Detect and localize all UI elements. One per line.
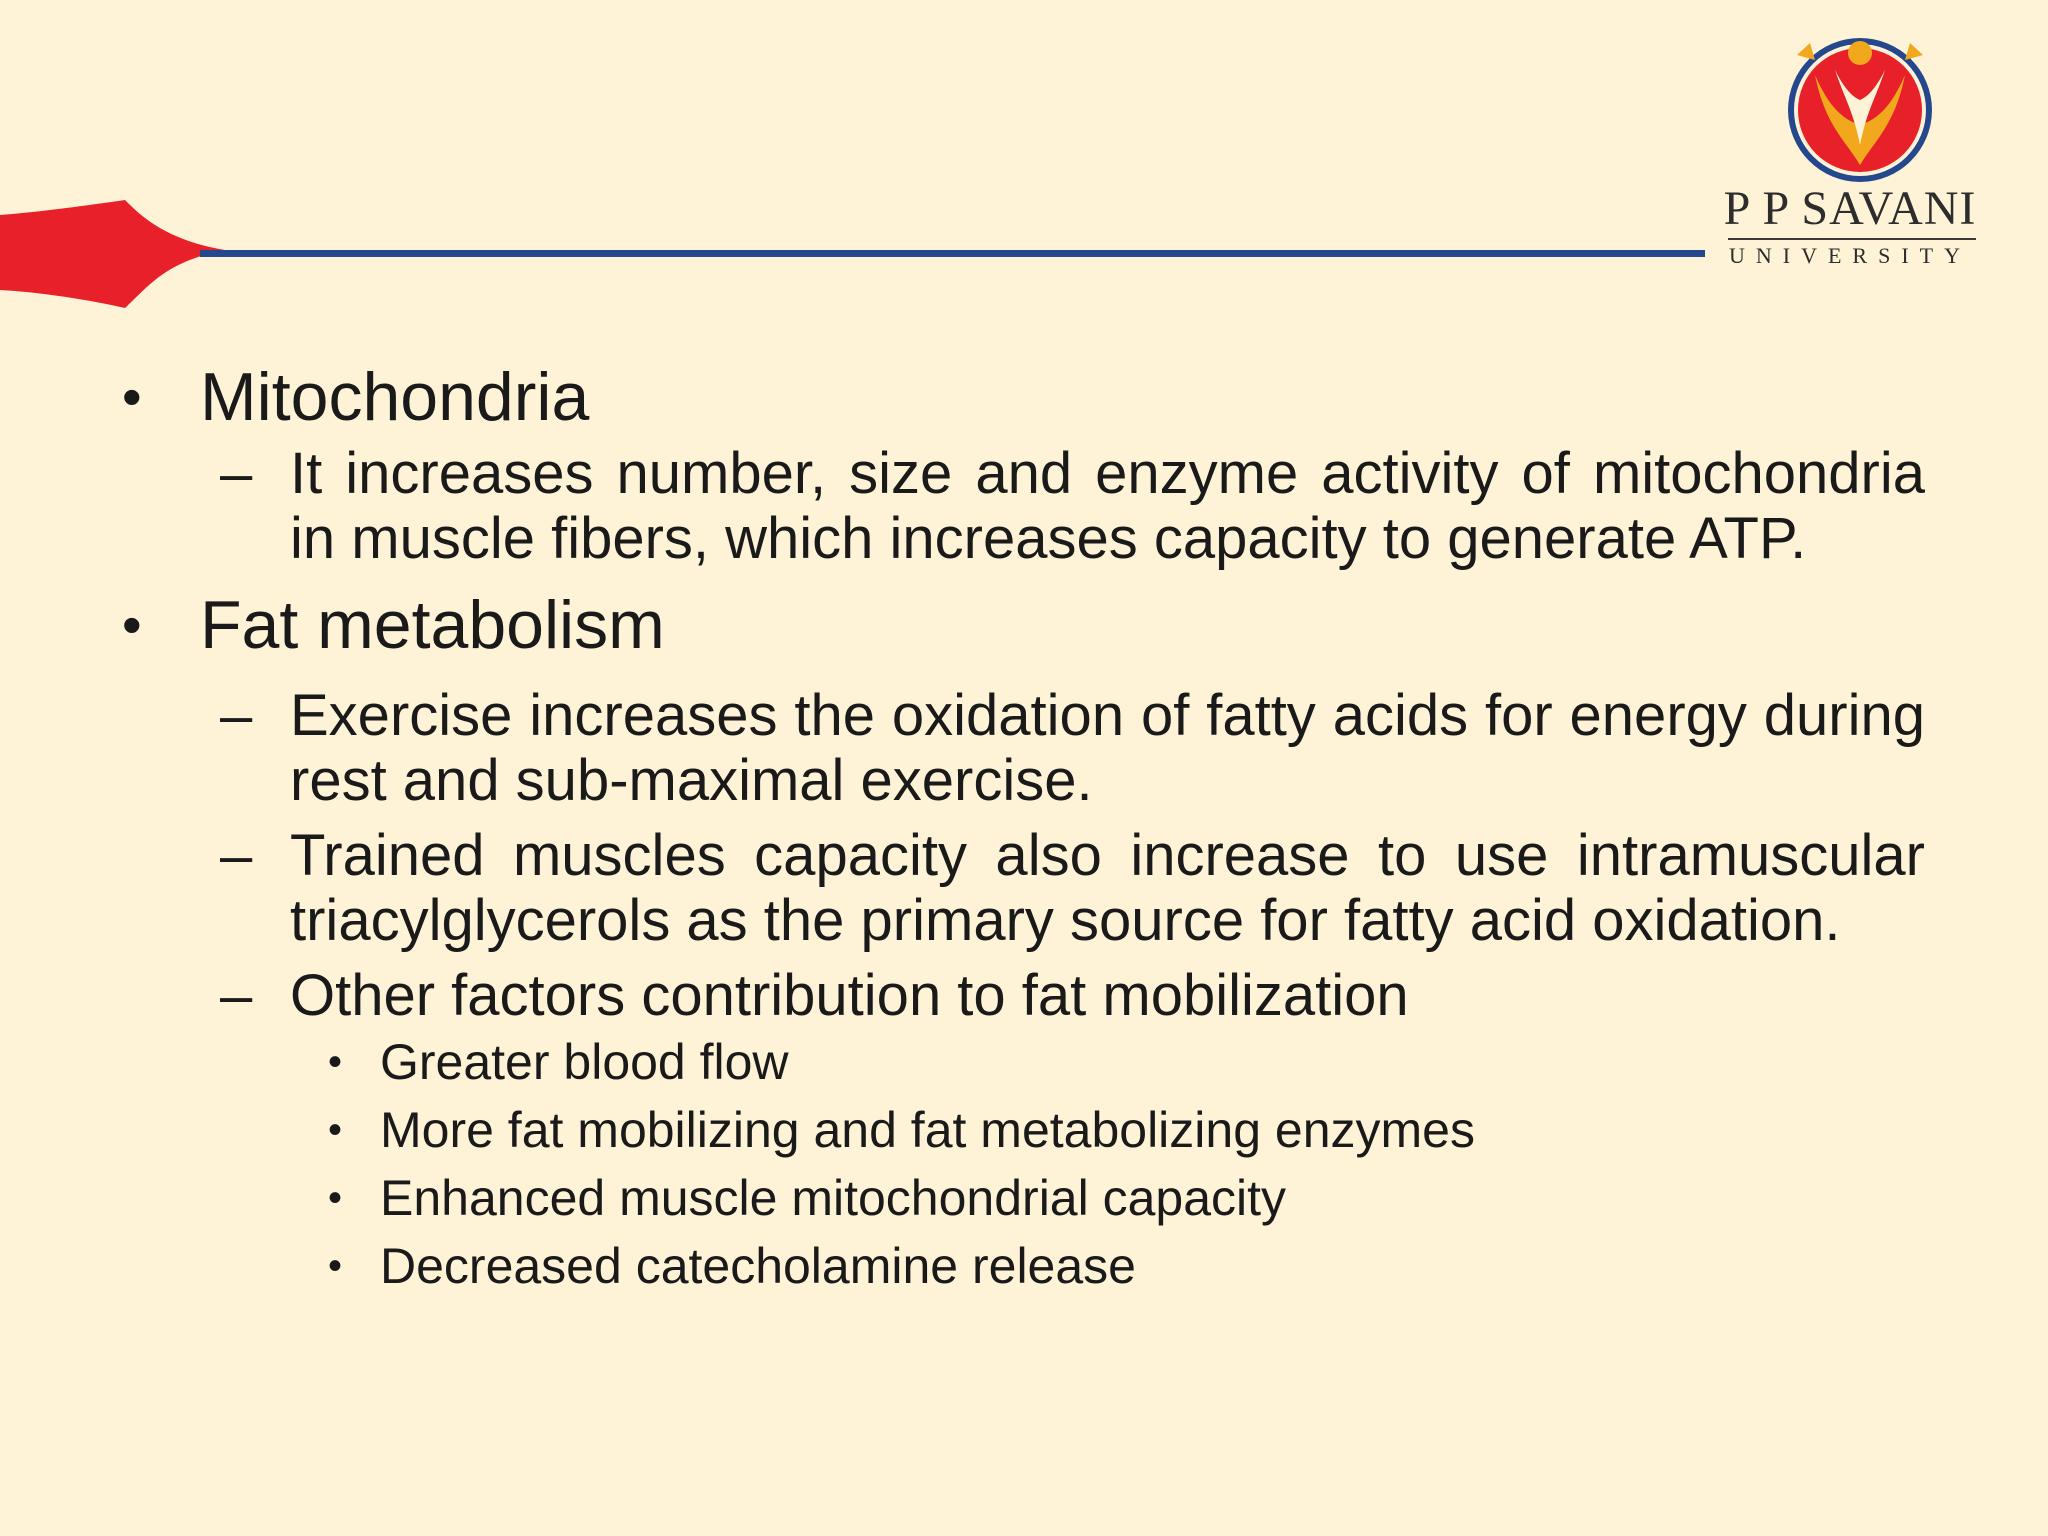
university-logo xyxy=(1700,15,2020,275)
heading-text: Fat metabolism xyxy=(200,587,665,663)
logo-divider xyxy=(1728,238,1976,240)
point-fat-3 xyxy=(120,963,1925,1028)
dash-bullet-icon: – xyxy=(220,683,253,748)
slide-body xyxy=(120,355,1925,1300)
heading-fat-metabolism xyxy=(120,583,1925,667)
factor-text: Enhanced muscle mitochondrial capacity xyxy=(380,1170,1287,1226)
small-bullet-icon: • xyxy=(328,1176,343,1220)
point-text: Other factors contribution to fat mobilization xyxy=(290,963,1409,1028)
point-text: It increases number, size and enzyme activity of mitochondria in muscle fibers, which increases capacity to generate ATP. xyxy=(290,441,1925,571)
logo-emblem-icon xyxy=(1775,15,1945,185)
heading-mitochondria xyxy=(120,355,1925,439)
point-text: Trained muscles capacity also increase to use intramuscular triacylglycerols as the primary source for fatty acid oxidation. xyxy=(290,823,1925,953)
bullet-icon: • xyxy=(122,365,142,428)
factor-text: Greater blood flow xyxy=(380,1034,789,1090)
factor-item xyxy=(120,1164,1925,1232)
factor-item xyxy=(120,1232,1925,1300)
bullet-icon: • xyxy=(122,593,142,656)
small-bullet-icon: • xyxy=(328,1108,343,1152)
point-fat-1 xyxy=(120,683,1925,813)
factor-text: More fat mobilizing and fat metabolizing enzymes xyxy=(380,1102,1475,1158)
heading-text: Mitochondria xyxy=(200,359,590,435)
red-swoosh-shape xyxy=(0,200,225,308)
point-text: Exercise increases the oxidation of fatty acids for energy during rest and sub-maximal exercise. xyxy=(290,683,1925,813)
small-bullet-icon: • xyxy=(328,1244,343,1288)
small-bullet-icon: • xyxy=(328,1040,343,1084)
factor-item xyxy=(120,1096,1925,1164)
dash-bullet-icon: – xyxy=(220,963,253,1028)
dash-bullet-icon: – xyxy=(220,823,253,888)
factor-item xyxy=(120,1028,1925,1096)
factor-text: Decreased catecholamine release xyxy=(380,1238,1136,1294)
dash-bullet-icon: – xyxy=(220,441,253,506)
logo-subtitle: UNIVERSITY xyxy=(1729,243,1971,268)
point-mitochondria-1 xyxy=(120,441,1925,571)
logo-name: P P SAVANI xyxy=(1723,182,1977,235)
blue-rule xyxy=(200,250,1705,257)
point-fat-2 xyxy=(120,823,1925,953)
